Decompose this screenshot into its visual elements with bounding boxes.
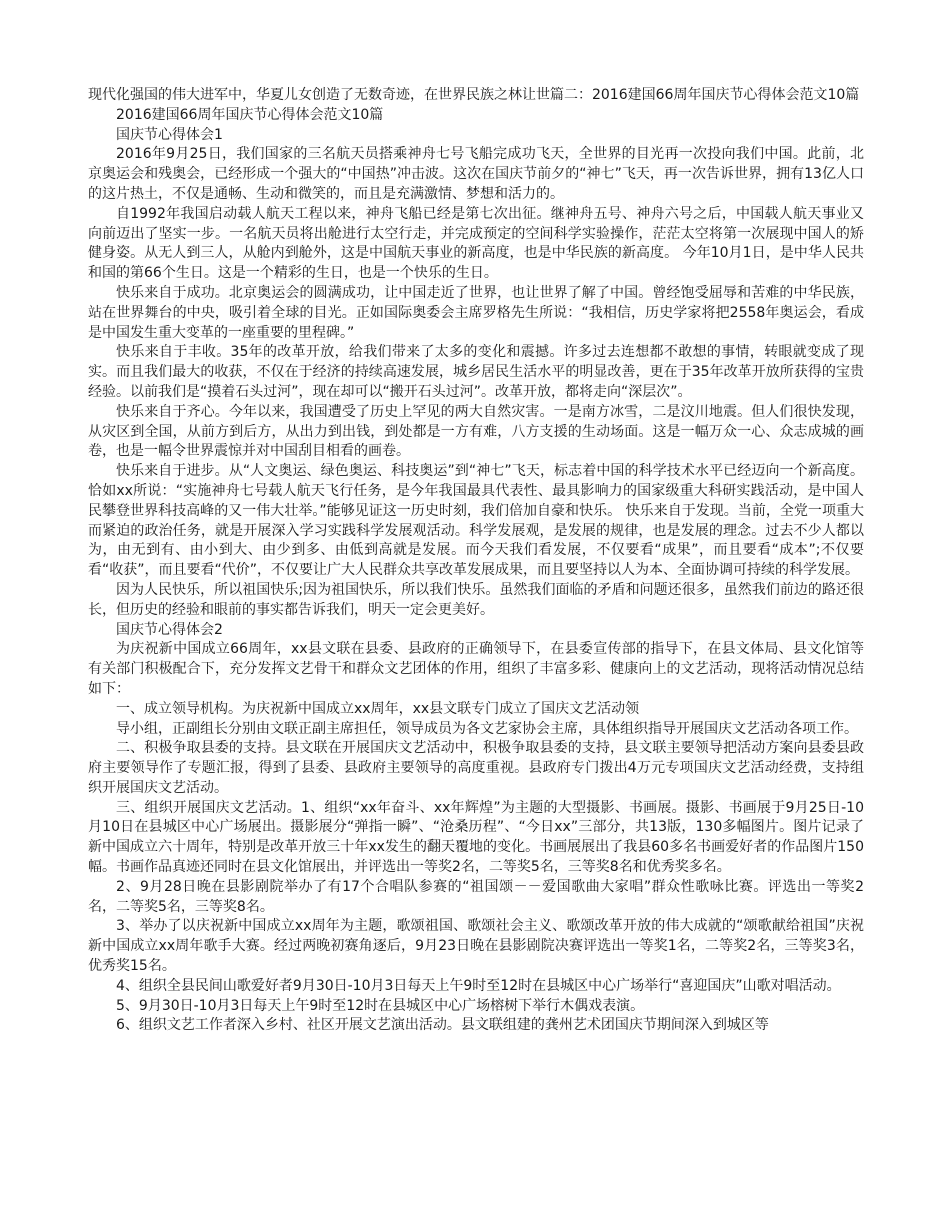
paragraph: 自1992年我国启动载人航天工程以来，神舟飞船已经是第七次出征。继神舟五号、神舟六号之后，中国载人航天事业又向前迈出了坚实一步。一名航天员将出舱进行太空行走，并完成预定的空间科学实验操作，茫茫太空将第一次展现中国人的矫健身姿。从无人到三人，从舱内到舱外，这是中国航天事业的新高度，也是中华民族的新高度。 今年10月1日，是中华人民共和国的第66个生日。这是一个精彩的生日，也是一个快乐的生日。 [88, 205, 864, 282]
paragraph: 因为人民快乐，所以祖国快乐;因为祖国快乐，所以我们快乐。虽然我们面临的矛盾和问题还很多，虽然我们前边的路还很长，但历史的经验和眼前的事实都告诉我们，明天一定会更美好。 [88, 581, 864, 618]
paragraph: 3、举办了以庆祝新中国成立xx周年为主题，歌颂祖国、歌颂社会主义、歌颂改革开放的伟大成就的“颂歌献给祖国”庆祝新中国成立xx周年歌手大赛。经过两晚初赛角逐后，9月23日晚在县影剧院决赛评选出一等奖1名，二等奖2名，三等奖3名，优秀奖15名。 [88, 918, 864, 975]
paragraph: 5、9月30日-10月3日每天上午9时至12时在县城区中心广场榕树下举行木偶戏表演。 [116, 997, 645, 1014]
section-heading: 国庆节心得体会2 [116, 621, 223, 638]
paragraph: 导小组，正副组长分别由文联正副主席担任，领导成员为各文艺家协会主席，具体组织指导开展国庆文艺活动各项工作。 [116, 720, 858, 737]
paragraph: 现代化强国的伟大进军中，华夏儿女创造了无数奇迹，在世界民族之林让世篇二：2016建国66周年国庆节心得体会范文10篇 [88, 87, 860, 103]
paragraph: 2、9月28日晚在县影剧院举办了有17个合唱队参赛的“祖国颂－－爱国歌曲大家唱”群众性歌咏比赛。评选出一等奖2名，二等奖5名，三等奖8名。 [88, 878, 864, 915]
section-heading: 国庆节心得体会1 [116, 126, 223, 143]
paragraph: 快乐来自于丰收。35年的改革开放，给我们带来了太多的变化和震撼。许多过去连想都不敢想的事情，转眼就变成了现实。而且我们最大的收获，不仅在于经济的持续高速发展，城乡居民生活水平的明显改善，更在于35年改革开放所获得的宝贵经验。以前我们是“摸着石头过河”，现在却可以“搬开石头过河”。改革开放，都将走向“深层次”。 [88, 344, 864, 400]
paragraph: 快乐来自于进步。从“人文奥运、绿色奥运、科技奥运”到“神七”飞天，标志着中国的科学技术水平已经迈向一个新高度。恰如xx所说：“实施神舟七号载人航天飞行任务，是今年我国最具代表性、最具影响力的国家级重大科研实践活动，是中国人民攀登世界科技高峰的又一伟大壮举。”能够见证这一历史时刻，我们倍加自豪和快乐。 快乐来自于发现。当前，全党一项重大而紧迫的政治任务，就是开展深入学习实践科学发展观活动。科学发展观，是发展的规律，也是发展的理念。过去不少人都以为，由无到有、由小到大、由少到多、由低到高就是发展。而今天我们看发展，不仅要看“成果”，而且要看“成本”;不仅要看“收获”，而且要看“代价”，不仅要让广大人民群众共享改革发展成果，而且要坚持以人为本、全面协调可持续的科学发展。 [88, 463, 864, 579]
paragraph: 2016年9月25日，我们国家的三名航天员搭乘神舟七号飞船完成功飞天，全世界的目光再一次投向我们中国。此前，北京奥运会和残奥会，已经形成一个强大的“中国热”冲击波。这次在国庆节前夕的“神七”飞天，再一次告诉世界，拥有13亿人口的这片热土，不仅是通畅、生动和微笑的，而且是充满激情、梦想和活力的。 [88, 146, 864, 202]
paragraph: 二、积极争取县委的支持。县文联在开展国庆文艺活动中，积极争取县委的支持，县文联主要领导把活动方案向县委县政府主要领导作了专题汇报，得到了县委、县政府主要领导的高度重视。县政府专门拨出4万元专项国庆文艺活动经费，支持组织开展国庆文艺活动。 [88, 740, 864, 796]
paragraph: 为庆祝新中国成立66周年，xx县文联在县委、县政府的正确领导下，在县委宣传部的指导下，在县文体局、县文化馆等有关部门积极配合下，充分发挥文艺骨干和群众文艺团体的作用，组织了丰富多彩、健康向上的文艺活动，现将活动情况总结如下： [88, 641, 864, 697]
paragraph: 4、组织全县民间山歌爱好者9月30日-10月3日每天上午9时至12时在县城区中心广场举行“喜迎国庆”山歌对唱活动。 [116, 977, 841, 994]
paragraph: 6、组织文艺工作者深入乡村、社区开展文艺演出活动。县文联组建的龚州艺术团国庆节期间深入到城区等 [116, 1017, 769, 1034]
paragraph: 一、成立领导机构。为庆祝新中国成立xx周年，xx县文联专门成立了国庆文艺活动领 [116, 700, 640, 717]
paragraph: 三、组织开展国庆文艺活动。1、组织“xx年奋斗、xx年辉煌”为主题的大型摄影、书画展。摄影、书画展于9月25日-10月10日在县城区中心广场展出。摄影展分“弹指一瞬”、“沧桑历程”、“今日xx”三部分，共13版，130多幅图片。图片记录了新中国成立六十周年，特别是改革开放三十年xx发生的翻天覆地的变化。书画展展出了我县60多名书画爱好者的作品图片150幅。书画作品真迹还同时在县文化馆展出，并评选出一等奖2名，二等奖5名，三等奖8名和优秀奖多名。 [88, 799, 864, 876]
paragraph: 2016建国66周年国庆节心得体会范文10篇 [116, 106, 384, 123]
paragraph: 快乐来自于成功。北京奥运会的圆满成功，让中国走近了世界，也让世界了解了中国。曾经饱受屈辱和苦难的中华民族，站在世界舞台的中央，吸引着全球的目光。正如国际奥委会主席罗格先生所说：“我相信，历史学家将把2558年奥运会，看成是中国发生重大变革的一座重要的里程碑。” [88, 284, 864, 341]
paragraph: 快乐来自于齐心。今年以来，我国遭受了历史上罕见的两大自然灾害。一是南方冰雪，二是汶川地震。但人们很快发现，从灾区到全国，从前方到后方，从出力到出钱，到处都是一方有难，八方支援的生动场面。这是一幅万众一心、众志成城的画卷，也是一幅令世界震惊并对中国刮目相看的画卷。 [88, 403, 864, 460]
